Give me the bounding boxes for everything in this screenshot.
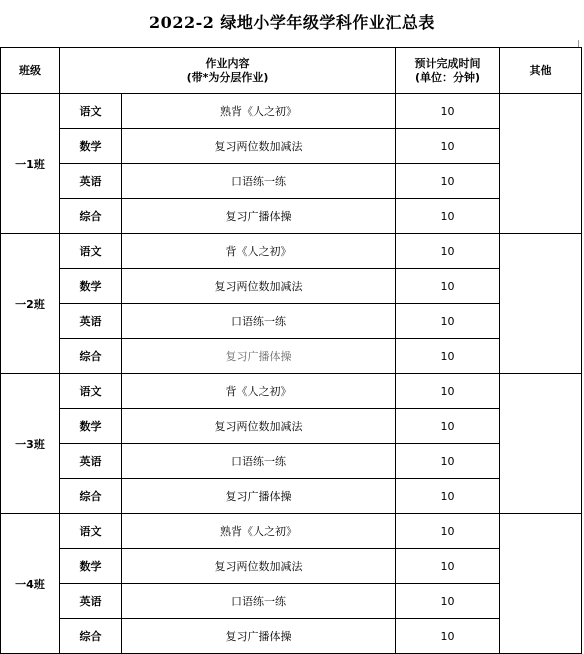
subject-cell: 英语 [60,444,122,479]
content-cell: 复习广播体操 [122,339,396,374]
minutes-cell: 10 [396,339,500,374]
subject-cell: 英语 [60,164,122,199]
header-time-line1: 预计完成时间 [414,56,481,70]
minutes-cell: 10 [396,234,500,269]
subject-cell: 综合 [60,619,122,654]
class-name-cell: 一1班 [1,94,60,234]
content-cell: 背《人之初》 [122,374,396,409]
minutes-cell: 10 [396,269,500,304]
content-cell: 复习两位数加减法 [122,129,396,164]
minutes-cell: 10 [396,304,500,339]
minutes-cell: 10 [396,514,500,549]
content-cell: 熟背《人之初》 [122,514,396,549]
other-cell [500,94,582,234]
header-other-label: 其他 [529,63,552,77]
table-row [1,374,582,409]
minutes-cell: 10 [396,549,500,584]
table-row [1,234,582,269]
header-class-label: 班级 [19,63,41,77]
subject-cell: 综合 [60,339,122,374]
header-row [1,48,582,94]
header-other [500,48,582,94]
table-row [1,619,582,654]
other-cell [500,234,582,374]
minutes-cell: 10 [396,409,500,444]
content-cell: 口语练一练 [122,164,396,199]
subject-cell: 数学 [60,549,122,584]
minutes-cell: 10 [396,374,500,409]
subject-cell: 语文 [60,514,122,549]
table-row [1,479,582,514]
subject-cell: 综合 [60,199,122,234]
content-cell: 熟背《人之初》 [122,94,396,129]
content-cell: 复习广播体操 [122,479,396,514]
subject-cell: 数学 [60,409,122,444]
minutes-cell: 10 [396,444,500,479]
minutes-cell: 10 [396,584,500,619]
minutes-cell: 10 [396,164,500,199]
subject-cell: 英语 [60,584,122,619]
table-row [1,94,582,129]
homework-table [0,47,582,654]
minutes-cell: 10 [396,199,500,234]
subject-cell: 数学 [60,269,122,304]
content-cell: 口语练一练 [122,444,396,479]
table-row [1,164,582,199]
table-row [1,269,582,304]
table-row [1,584,582,619]
content-cell: 背《人之初》 [122,234,396,269]
other-cell [500,514,582,654]
subject-cell: 英语 [60,304,122,339]
minutes-cell: 10 [396,94,500,129]
content-cell: 复习广播体操 [122,199,396,234]
table-row [1,339,582,374]
header-class [1,48,60,94]
subject-cell: 综合 [60,479,122,514]
other-cell [500,374,582,514]
table-row [1,304,582,339]
sheet-title: 2022-2 绿地小学年级学科作业汇总表 [149,13,435,32]
content-cell: 口语练一练 [122,304,396,339]
header-content-line1: 作业内容 [205,56,250,70]
minutes-cell: 10 [396,129,500,164]
content-cell: 口语练一练 [122,584,396,619]
header-time [396,48,500,94]
table-row [1,444,582,479]
header-content-line2: (带*为分层作业) [186,70,269,84]
subject-cell: 语文 [60,374,122,409]
class-name-cell: 一3班 [1,374,60,514]
minutes-cell: 10 [396,619,500,654]
content-cell: 复习两位数加减法 [122,409,396,444]
content-cell: 复习广播体操 [122,619,396,654]
table-row [1,549,582,584]
table-row [1,514,582,549]
content-cell: 复习两位数加减法 [122,549,396,584]
table-row [1,129,582,164]
header-time-line2: (单位：分钟) [414,70,481,84]
table-row [1,199,582,234]
subject-cell: 数学 [60,129,122,164]
class-name-cell: 一2班 [1,234,60,374]
content-cell: 复习两位数加减法 [122,269,396,304]
subject-cell: 语文 [60,94,122,129]
subject-cell: 语文 [60,234,122,269]
class-name-cell: 一4班 [1,514,60,654]
header-content [60,48,396,94]
table-row [1,409,582,444]
minutes-cell: 10 [396,479,500,514]
